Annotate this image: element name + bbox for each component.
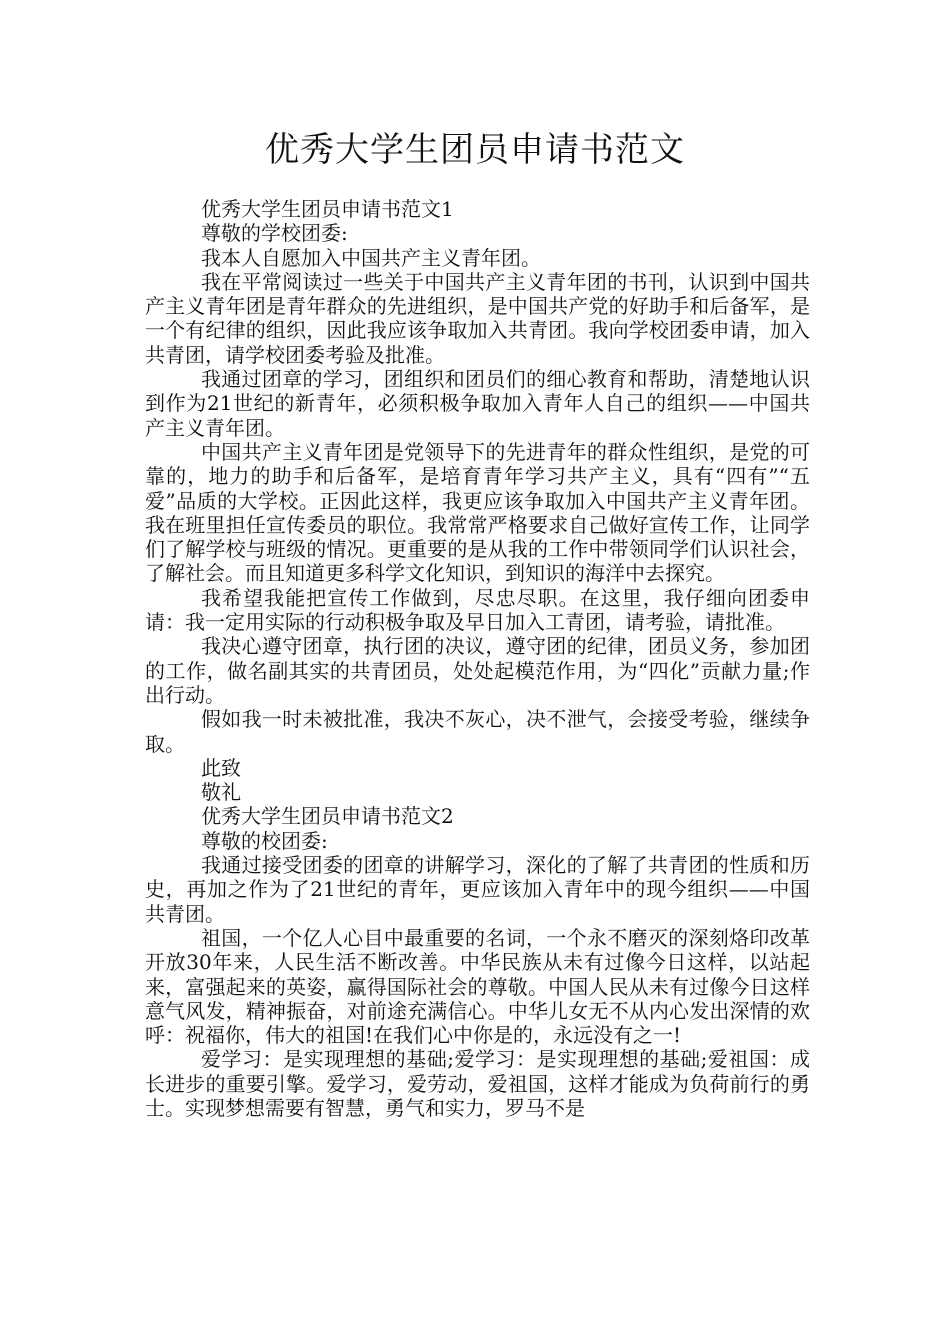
paragraph: 我希望我能把宣传工作做到，尽忠尽职。在这里，我仔细向团委申请：我一定用实际的行动积极争取及早日加入工青团，请考验，请批准。: [145, 585, 810, 635]
paragraph: 我通过团章的学习，团组织和团员们的细心教育和帮助，清楚地认识到作为21世纪的新青年，必须积极争取加入青年人自己的组织——中国共产主义青年团。: [145, 367, 810, 440]
paragraph: 中国共产主义青年团是党领导下的先进青年的群众性组织，是党的可靠的，地力的助手和后备军，是培育青年学习共产主义，具有“四有”“五爱”品质的大学校。正因此这样，我更应该争取加入中国共产主义青年团。我在班里担任宣传委员的职位。我常常严格要求自己做好宣传工作，让同学们了解学校与班级的情况。更重要的是从我的工作中带领同学们认识社会，了解社会。而且知道更多科学文化知识，到知识的海洋中去探究。: [145, 439, 810, 586]
paragraph: 假如我一时未被批准，我决不灰心，决不泄气，会接受考验，继续争取。: [145, 707, 810, 756]
document-title: 优秀大学生团员申请书范文: [265, 130, 685, 170]
paragraph: 优秀大学生团员申请书范文1: [201, 197, 454, 221]
paragraph: 优秀大学生团员申请书范文2: [201, 804, 454, 829]
paragraph: 爱学习：是实现理想的基础;爱学习：是实现理想的基础;爱祖国：成长进步的重要引擎。爱学习，爱劳动，爱祖国，这样才能成为负荷前行的勇士。实现梦想需要有智慧，勇气和实力，罗马不是: [145, 1047, 810, 1120]
paragraph: 此致: [201, 755, 241, 780]
paragraph: 我决心遵守团章，执行团的决议，遵守团的纪律，团员义务，参加团的工作，做名副其实的共青团员，处处起模范作用，为“四化”贡献力量;作出行动。: [145, 634, 810, 707]
document-body: [145, 197, 810, 1120]
paragraph: 尊敬的学校团委:: [201, 221, 348, 246]
paragraph: 我通过接受团委的团章的讲解学习，深化的了解了共青团的性质和历史，再加之作为了21世纪的青年，更应该加入青年中的现今组织——中国共青团。: [145, 853, 810, 926]
paragraph: 祖国，一个亿人心目中最重要的名词，一个永不磨灭的深刻烙印改革开放30年来，人民生活不断改善。中华民族从未有过像今日这样，以站起来，富强起来的英姿，赢得国际社会的尊敬。中国人民从未有过像今日这样意气风发，精神振奋，对前途充满信心。中华儿女无不从内心发出深情的欢呼：祝福你，伟大的祖国!在我们心中你是的，永远没有之一!: [145, 925, 810, 1048]
paragraph: 敬礼: [201, 780, 241, 805]
paragraph: 我本人自愿加入中国共产主义青年团。: [201, 245, 541, 270]
paragraph: 我在平常阅读过一些关于中国共产主义青年团的书刊，认识到中国共产主义青年团是青年群众的先进组织，是中国共产党的好助手和后备军，是一个有纪律的组织，因此我应该争取加入共青团。我向学校团委申请，加入共青团，请学校团委考验及批准。: [145, 269, 810, 367]
paragraph: 尊敬的校团委:: [201, 828, 328, 853]
